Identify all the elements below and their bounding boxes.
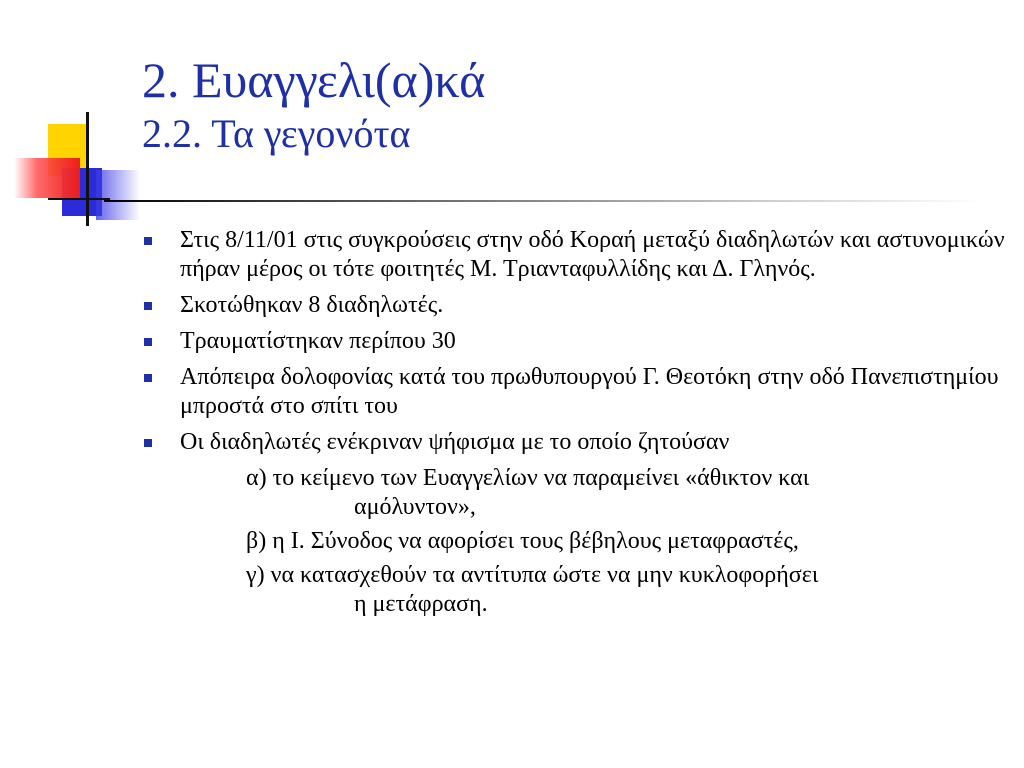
sub-item-a: [142, 464, 1014, 522]
bullet-item: [142, 291, 1014, 320]
sub-item-c-line2: η μετάφραση.: [354, 591, 488, 617]
bullet-square-icon: [144, 374, 152, 382]
slide-title: 2. Ευαγγελι(α)κά: [142, 52, 486, 108]
title-block: [142, 50, 485, 158]
bullet-item: [142, 226, 1014, 284]
sub-item-c-line1: γ) να κατασχεθούν τα αντίτυπα ώστε να μην κυκλοφορήσει: [246, 562, 819, 588]
bullet-item: [142, 327, 1014, 356]
bullet-text: Στις 8/11/01 στις συγκρούσεις στην οδό Κοραή μεταξύ διαδηλωτών και αστυνομικών πήραν μέρος οι τότε φοιτητές Μ. Τριανταφυλλίδης και Δ. Γληνός.: [180, 227, 1005, 282]
decor-vertical-line: [86, 112, 89, 226]
bullet-square-icon: [144, 237, 152, 245]
bullet-item: [142, 363, 1014, 421]
slide-body: [142, 226, 1014, 624]
sub-item-a-line2: αμόλυντον»,: [354, 494, 476, 520]
bullet-item: [142, 428, 1014, 457]
slide-subtitle: 2.2. Τα γεγονότα: [142, 111, 411, 156]
decor-blue-fade: [96, 170, 140, 220]
sub-item-b: [142, 527, 1014, 556]
bullet-square-icon: [144, 338, 152, 346]
bullet-square-icon: [144, 439, 152, 447]
title-underline-rule: [104, 200, 984, 202]
bullet-text: Σκοτώθηκαν 8 διαδηλωτές.: [180, 292, 444, 318]
bullet-text: Οι διαδηλωτές ενέκριναν ψήφισμα με το οποίο ζητούσαν: [180, 429, 730, 455]
bullet-text: Τραυματίστηκαν περίπου 30: [180, 328, 456, 354]
sub-item-b-line1: β) η Ι. Σύνοδος να αφορίσει τους βέβηλους μεταφραστές,: [246, 528, 799, 554]
bullet-text: Απόπειρα δολοφονίας κατά του πρωθυπουργού Γ. Θεοτόκη στην οδό Πανεπιστημίου μπροστά στο σπίτι του: [180, 364, 999, 419]
bullet-square-icon: [144, 302, 152, 310]
sub-item-c: [142, 561, 1014, 619]
decor-horizontal-line: [48, 198, 110, 200]
sub-item-a-line1: α) το κείμενο των Ευαγγελίων να παραμείνει «άθικτον και: [246, 465, 810, 491]
decor-red-gradient: [14, 158, 80, 198]
